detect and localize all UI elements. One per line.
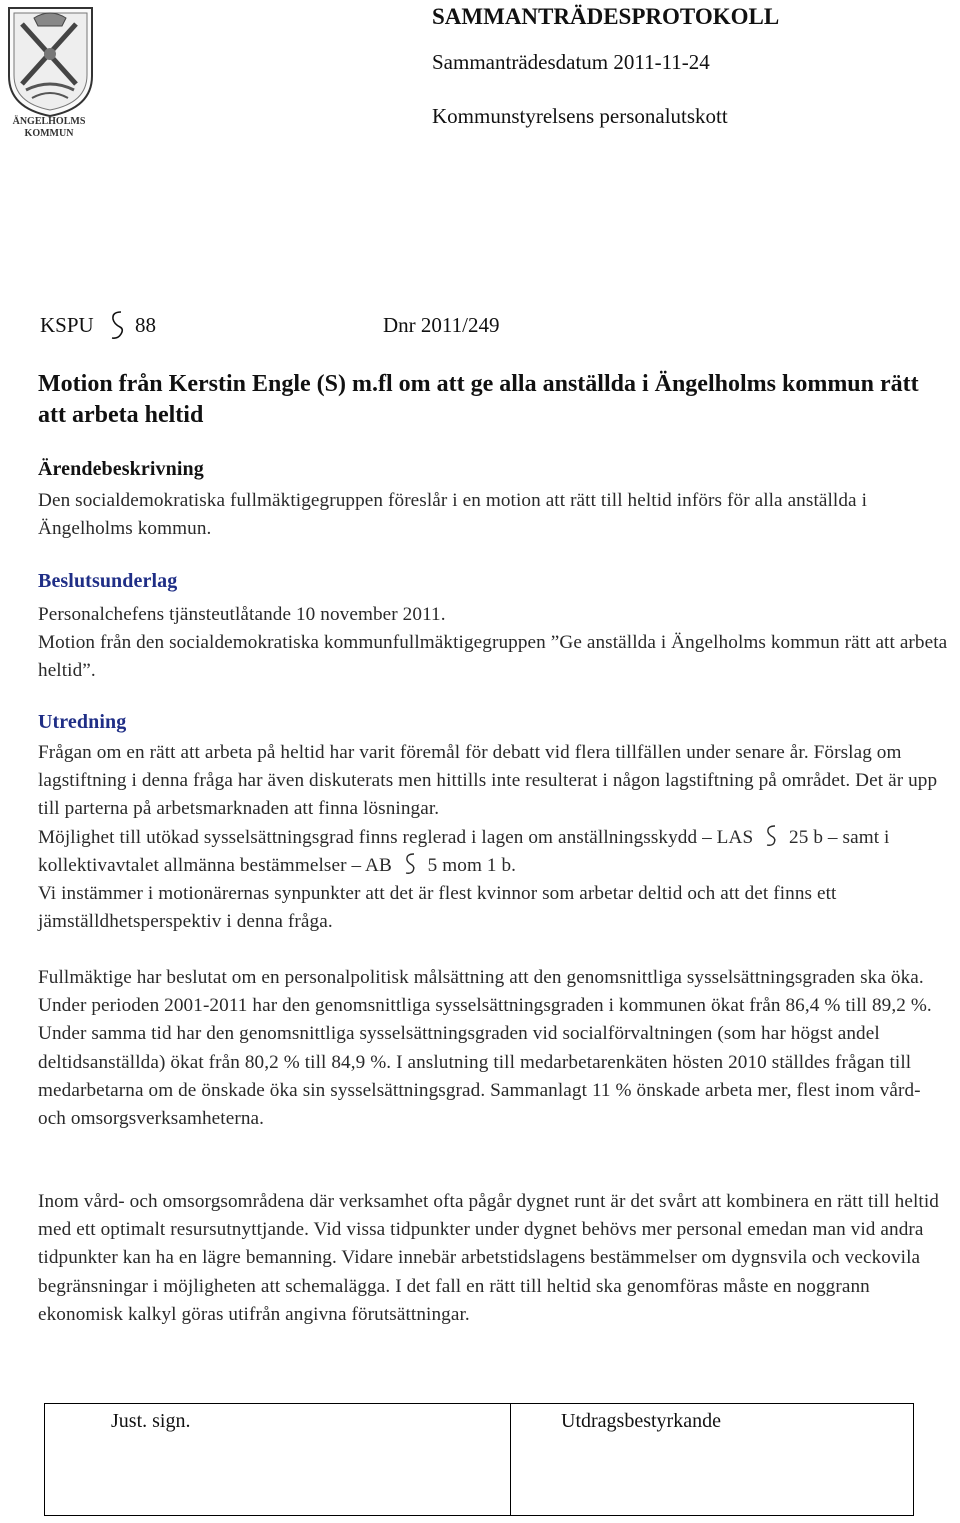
- utredning-text: [38, 739, 953, 936]
- paragraph-icon: [108, 309, 126, 343]
- paragraph: Motion från den socialdemokratiska kommunfullmäktigegruppen ”Ge anställda i Ängelholms kommun rätt att arbeta heltid”.: [38, 632, 948, 682]
- justification-signature-label: Just. sign.: [111, 1410, 191, 1432]
- case-prefix: KSPU: [40, 313, 94, 337]
- diary-number: Dnr 2011/249: [383, 313, 500, 337]
- municipality-logo: [4, 4, 94, 144]
- case-number: 88: [135, 313, 156, 337]
- text-segment: Möjlighet till utökad sysselsättningsgrad finns reglerad i lagen om anställningsskydd – LAS: [38, 826, 754, 848]
- paragraph: Personalchefens tjänsteutlåtande 10 november 2011.: [38, 604, 446, 625]
- section-heading-beslutsunderlag: Beslutsunderlag: [38, 570, 178, 592]
- arendebeskrivning-text: [38, 487, 953, 543]
- paragraph: Fullmäktige har beslutat om en personalpolitisk målsättning att den genomsnittliga sysselsättningsgraden ska öka. Under perioden 2001-2011 har den genomsnittliga sysselsättningsgraden i kommunen ökat från 86,4 % till 89,2 %. Under samma tid har den genomsnittliga sysselsättningsgraden vid socialförvaltningen (som har högst andel deltidsanställda) ökat från 80,2 % till 84,9 %. I anslutning till medarbetarenkäten hösten 2010 ställdes frågan till medarbetarna om de önskade öka sin sysselsättningsgrad. Sammanlagt 11 % önskade arbeta mer, flest inom vård- och omsorgsverksamheterna.: [38, 967, 932, 1130]
- extract-certification-label: Utdragsbestyrkande: [561, 1410, 721, 1432]
- beslutsunderlag-text: [38, 601, 953, 686]
- document-type: SAMMANTRÄDESPROTOKOLL: [432, 4, 780, 29]
- text-segment: 25 b – samt i kollektivavtalet allmänna bestämmelser – AB: [38, 826, 890, 876]
- paragraph-icon: [403, 852, 417, 876]
- table-divider: [510, 1404, 511, 1515]
- signature-table: [44, 1403, 914, 1516]
- meeting-date: Sammanträdesdatum 2011-11-24: [432, 50, 710, 74]
- paragraph: Inom vård- och omsorgsområdena där verksamhet ofta pågår dygnet runt är det svårt att kombinera en rätt till heltid med ett optimalt resursutnyttjande. Vid vissa tidpunkter under dygnet behövs mer personal emedan man vid andra tidpunkter kan ha en lägre bemanning. Vidare innebär arbetstidslagens bestämmelser om dygnsvila och veckovila begränsningar i möjligheten att schemalägga. I det fall en rätt till heltid ska genomföras måste en noggrann ekonomisk kalkyl göras utifrån angivna förutsättningar.: [38, 1191, 939, 1325]
- paragraph: Den socialdemokratiska fullmäktigegruppen föreslår i en motion att rätt till heltid införs för alla anställda i Ängelholms kommun.: [38, 490, 867, 540]
- page-title: Motion från Kerstin Engle (S) m.fl om att ge alla anställda i Ängelholms kommun rätt att arbeta heltid: [38, 371, 919, 428]
- paragraph: Frågan om en rätt att arbeta på heltid har varit föremål för debatt vid flera tillfällen under senare år. Förslag om lagstiftning i denna fråga har även diskuterats men hittills inte resulterat i någon lagstiftning på området. Det är upp till parterna på arbetsmarknaden att finna lösningar.: [38, 742, 938, 820]
- section-heading-arendebeskrivning: Ärendebeskrivning: [38, 458, 204, 480]
- paragraph: [38, 824, 953, 880]
- section-heading-utredning: Utredning: [38, 711, 127, 733]
- fullmaktige-text: [38, 964, 953, 1133]
- paragraph: Vi instämmer i motionärernas synpunkter att det är flest kvinnor som arbetar deltid och att det finns ett jämställdhetsperspektiv i denna fråga.: [38, 883, 837, 933]
- logo-text: ÄNGELHOLMS KOMMUN: [12, 116, 86, 139]
- text-segment: 5 mom 1 b.: [427, 854, 517, 876]
- committee-name: Kommunstyrelsens personalutskott: [432, 104, 728, 128]
- inom-text: [38, 1188, 953, 1329]
- paragraph-icon: [764, 824, 778, 848]
